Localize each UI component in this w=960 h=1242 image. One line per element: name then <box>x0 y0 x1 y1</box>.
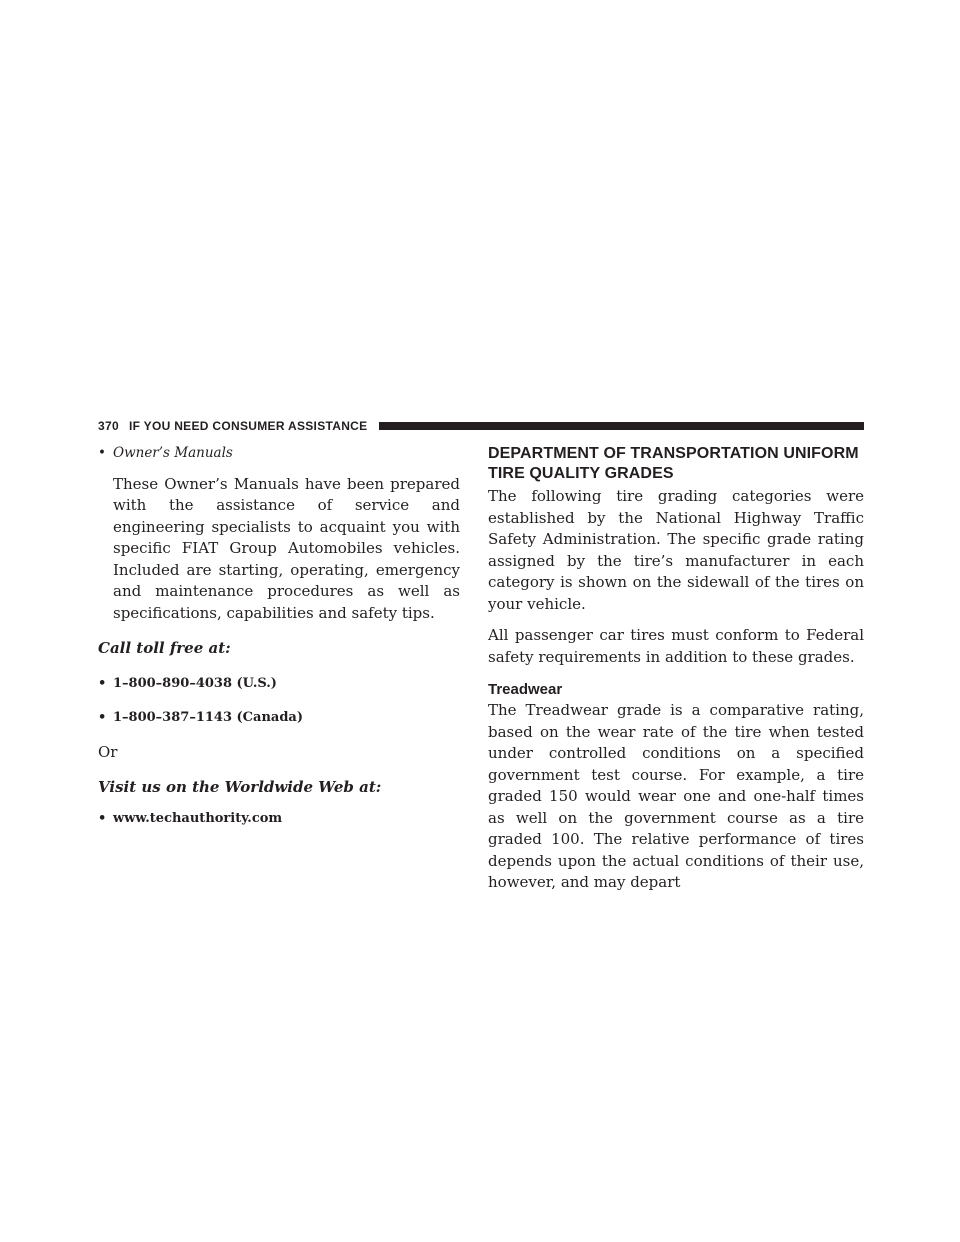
page-header <box>98 417 864 437</box>
grading-intro-paragraph: The following tire grading categories were established by the National Highway Traffic Safety Administration. The specific grade rating assigned by the tire’s manufacturer in each category is shown on the sidewall of the tires on your vehicle. <box>488 487 864 613</box>
page-number: 370 <box>98 419 119 433</box>
owners-manuals-item: • Owner’s Manuals <box>98 443 460 465</box>
federal-safety-paragraph: All passenger car tires must conform to Federal safety requirements in addition to these grades. <box>488 626 864 666</box>
web-url-link[interactable]: • www.techauthority.com <box>98 808 460 830</box>
owners-manuals-description: These Owner’s Manuals have been prepared with the assistance of service and engineering specialists to acquaint you with specific FIAT Group Automobiles vehicles. Included are starting, operating, emergency and maintenance procedures as well as specifications, capabilities and safety tips. <box>113 474 460 622</box>
phone-canada: • 1–800–387–1143 (Canada) <box>98 707 460 729</box>
section-title: IF YOU NEED CONSUMER ASSISTANCE <box>129 419 368 433</box>
header-rule <box>379 422 864 430</box>
phone-us: • 1–800–890–4038 (U.S.) <box>98 673 460 695</box>
right-column <box>488 444 864 894</box>
treadwear-heading: Treadwear <box>488 681 563 698</box>
tire-quality-heading: DEPARTMENT OF TRANSPORTATION UNIFORM TIRE QUALITY GRADES <box>488 445 859 482</box>
or-text: Or <box>98 742 118 761</box>
call-toll-free-label: Call toll free at: <box>98 639 231 657</box>
web-label: Visit us on the Worldwide Web at: <box>98 778 382 796</box>
left-column <box>98 443 460 829</box>
treadwear-paragraph: The Treadwear grade is a comparative rating, based on the wear rate of the tire when tested under controlled conditions on a specified government test course. For example, a tire graded 150 would wear one and one-half times as well on the government course as a tire graded 100. The relative performance of tires depends upon the actual conditions of their use, however, and may depart <box>488 701 864 891</box>
